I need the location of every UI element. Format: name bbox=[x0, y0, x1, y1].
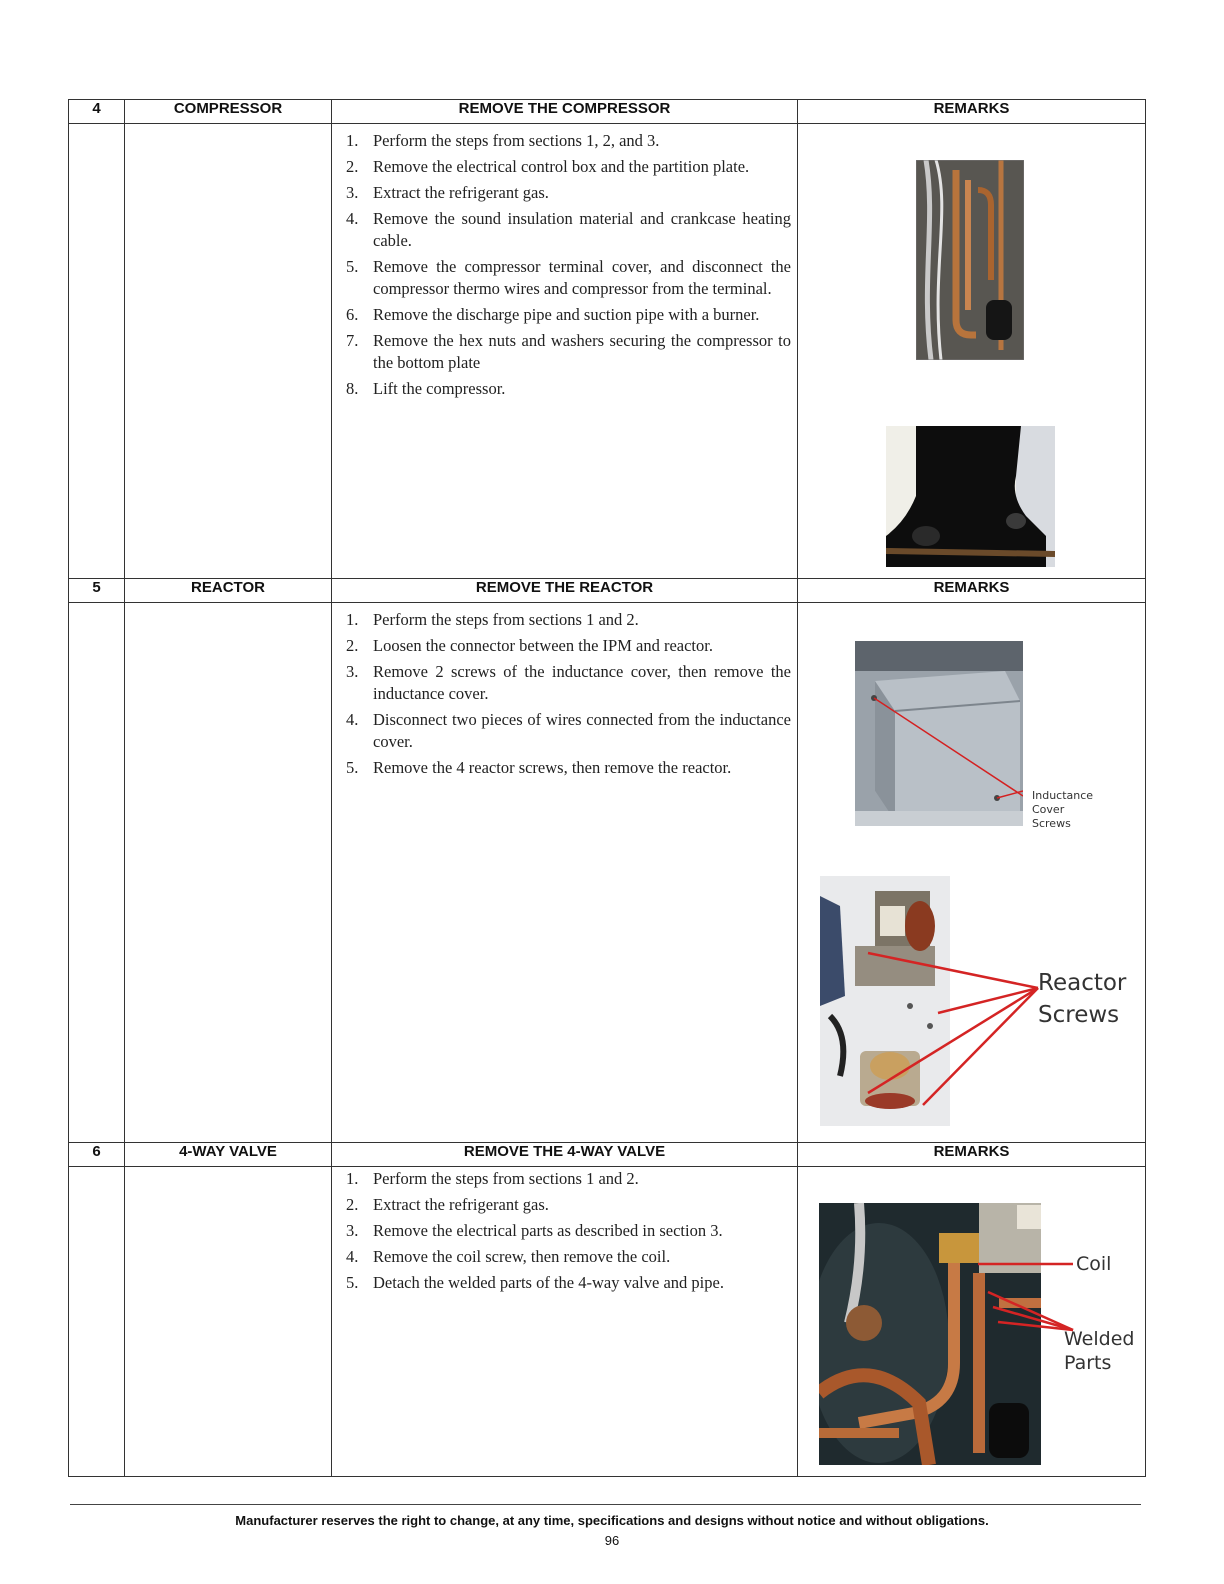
step-text: Remove the electrical control box and the partition plate. bbox=[373, 157, 750, 176]
footer-divider bbox=[70, 1504, 1141, 1505]
step-number: 4. bbox=[346, 710, 359, 729]
steps-cell bbox=[332, 603, 798, 1143]
reactor-arrows bbox=[838, 883, 1048, 1133]
step-number: 8. bbox=[346, 379, 359, 398]
procedure-title: REMOVE THE REACTOR bbox=[332, 579, 798, 603]
component-cell bbox=[125, 603, 332, 1143]
step-number: 2. bbox=[346, 1195, 359, 1214]
step-text: Lift the compressor. bbox=[373, 379, 506, 398]
callout-text: Reactor bbox=[1038, 970, 1127, 996]
step-item bbox=[346, 1194, 791, 1216]
procedure-title: REMOVE THE COMPRESSOR bbox=[332, 100, 798, 124]
callout-text: Screws bbox=[1038, 1002, 1120, 1028]
step-item bbox=[346, 208, 791, 252]
step-text: Extract the refrigerant gas. bbox=[373, 183, 549, 202]
remarks-cell bbox=[798, 124, 1146, 579]
step-item bbox=[346, 709, 791, 753]
component-name: REACTOR bbox=[125, 579, 332, 603]
steps-list bbox=[332, 603, 797, 779]
section-header-row bbox=[69, 579, 1146, 603]
step-number: 3. bbox=[346, 1221, 359, 1240]
step-text: Perform the steps from sections 1 and 2. bbox=[373, 610, 639, 629]
four-way-arrows bbox=[948, 1252, 1078, 1362]
callout-text: Cover bbox=[1032, 803, 1065, 816]
section-number: 6 bbox=[69, 1143, 125, 1167]
footer-disclaimer: Manufacturer reserves the right to change, at any time, specifications and designs without notice and without obligations. bbox=[235, 1513, 989, 1528]
step-item bbox=[346, 757, 791, 779]
step-number: 1. bbox=[346, 1169, 359, 1188]
page-number: 96 bbox=[604, 1533, 620, 1548]
step-item bbox=[346, 1272, 791, 1294]
step-number: 1. bbox=[346, 610, 359, 629]
step-item bbox=[346, 378, 791, 400]
step-number: 4. bbox=[346, 209, 359, 228]
step-item bbox=[346, 130, 791, 152]
step-text: Remove the 4 reactor screws, then remove the reactor. bbox=[373, 758, 732, 777]
step-item bbox=[346, 182, 791, 204]
callout-text: Screws bbox=[1032, 817, 1071, 830]
callout-text: Welded bbox=[1064, 1328, 1135, 1350]
step-text: Remove the compressor terminal cover, and disconnect the compressor thermo wires and compressor from the terminal. bbox=[373, 257, 791, 298]
component-cell bbox=[125, 1167, 332, 1477]
compressor-base-photo bbox=[886, 426, 1055, 567]
step-item bbox=[346, 635, 791, 657]
reactor-callout bbox=[1038, 967, 1126, 1031]
step-text: Loosen the connector between the IPM and reactor. bbox=[373, 636, 713, 655]
step-item bbox=[346, 1168, 791, 1190]
callout-text: Inductance bbox=[1032, 789, 1094, 802]
remarks-title: REMARKS bbox=[798, 579, 1146, 603]
step-item bbox=[346, 156, 791, 178]
procedure-table bbox=[68, 99, 1146, 1477]
step-text: Perform the steps from sections 1 and 2. bbox=[373, 1169, 639, 1188]
procedure-title: REMOVE THE 4-WAY VALVE bbox=[332, 1143, 798, 1167]
number-cell bbox=[69, 124, 125, 579]
step-item bbox=[346, 256, 791, 300]
welded-callout bbox=[1064, 1327, 1134, 1375]
step-item bbox=[346, 1220, 791, 1242]
step-number: 2. bbox=[346, 636, 359, 655]
component-name: COMPRESSOR bbox=[125, 100, 332, 124]
section-number: 5 bbox=[69, 579, 125, 603]
section-body-row bbox=[69, 1167, 1146, 1477]
step-number: 7. bbox=[346, 331, 359, 350]
step-number: 4. bbox=[346, 1247, 359, 1266]
step-text: Remove 2 screws of the inductance cover, then remove the inductance cover. bbox=[373, 662, 791, 703]
inductance-callout bbox=[1032, 789, 1093, 831]
step-item bbox=[346, 304, 791, 326]
step-text: Perform the steps from sections 1, 2, and 3. bbox=[373, 131, 660, 150]
step-item bbox=[346, 1246, 791, 1268]
step-number: 2. bbox=[346, 157, 359, 176]
step-item bbox=[346, 661, 791, 705]
step-number: 5. bbox=[346, 257, 359, 276]
remarks-title: REMARKS bbox=[798, 100, 1146, 124]
step-text: Remove the electrical parts as described in section 3. bbox=[373, 1221, 723, 1240]
remarks-title: REMARKS bbox=[798, 1143, 1146, 1167]
remarks-cell bbox=[798, 1167, 1146, 1477]
compressor-piping-photo bbox=[916, 160, 1024, 360]
step-number: 1. bbox=[346, 131, 359, 150]
steps-cell bbox=[332, 1167, 798, 1477]
number-cell bbox=[69, 603, 125, 1143]
steps-cell bbox=[332, 124, 798, 579]
step-text: Extract the refrigerant gas. bbox=[373, 1195, 549, 1214]
callout-text: Parts bbox=[1064, 1352, 1112, 1374]
step-number: 3. bbox=[346, 183, 359, 202]
component-name: 4-WAY VALVE bbox=[125, 1143, 332, 1167]
section-body-row bbox=[69, 603, 1146, 1143]
step-number: 5. bbox=[346, 758, 359, 777]
step-item bbox=[346, 609, 791, 631]
step-item bbox=[346, 330, 791, 374]
step-text: Remove the coil screw, then remove the coil. bbox=[373, 1247, 671, 1266]
remarks-cell bbox=[798, 603, 1146, 1143]
step-number: 6. bbox=[346, 305, 359, 324]
step-text: Remove the hex nuts and washers securing the compressor to the bottom plate bbox=[373, 331, 791, 372]
step-text: Remove the sound insulation material and crankcase heating cable. bbox=[373, 209, 791, 250]
step-number: 3. bbox=[346, 662, 359, 681]
step-text: Disconnect two pieces of wires connected from the inductance cover. bbox=[373, 710, 791, 751]
component-cell bbox=[125, 124, 332, 579]
inductance-cover-photo bbox=[855, 641, 1023, 826]
section-header-row bbox=[69, 100, 1146, 124]
step-number: 5. bbox=[346, 1273, 359, 1292]
section-number: 4 bbox=[69, 100, 125, 124]
step-text: Detach the welded parts of the 4-way valve and pipe. bbox=[373, 1273, 724, 1292]
number-cell bbox=[69, 1167, 125, 1477]
steps-list bbox=[332, 1167, 797, 1294]
section-body-row bbox=[69, 124, 1146, 579]
coil-callout: Coil bbox=[1076, 1253, 1112, 1275]
step-text: Remove the discharge pipe and suction pipe with a burner. bbox=[373, 305, 760, 324]
section-header-row bbox=[69, 1143, 1146, 1167]
steps-list bbox=[332, 124, 797, 400]
